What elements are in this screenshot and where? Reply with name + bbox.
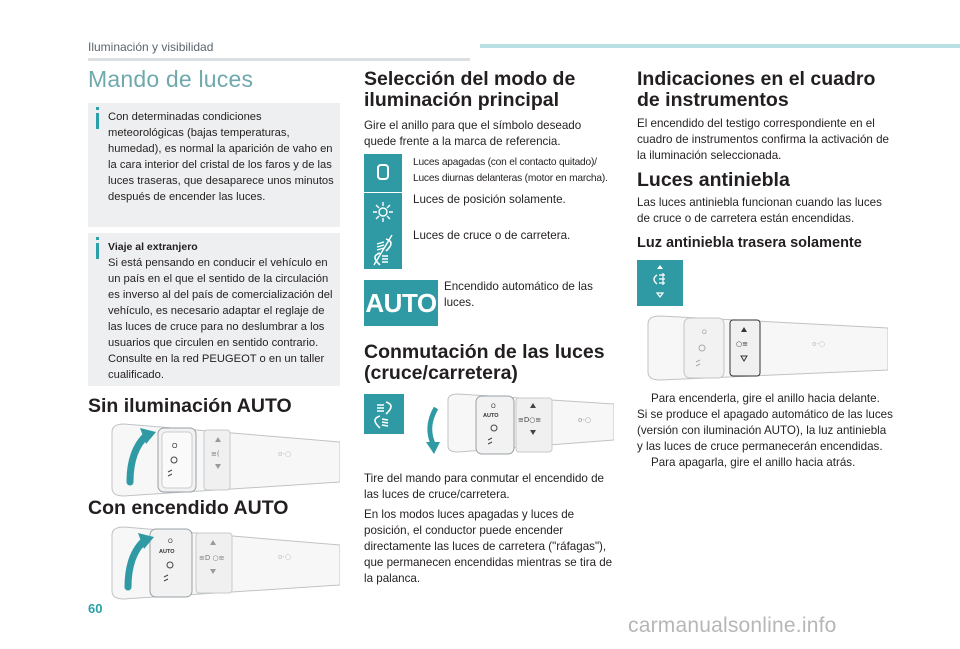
- lever-label-o: O: [168, 539, 173, 545]
- note-text: Si está pensando en conducir el vehículo en un país en el que el sentido de la circulación es inverso al del país de comercialización del vehículo, es necesario adaptar el reglaje de las luces de cruce para no deslumbrar a los usuarios que circulen en sentido contrario. Consulte en la red PEUGEOT o en un taller cualificado.: [108, 257, 333, 381]
- svg-text:≡(: ≡(: [211, 450, 220, 458]
- note-title: Viaje al extranjero: [108, 241, 198, 253]
- heading-rear-fog: Luz antiniebla trasera solamente: [637, 235, 862, 251]
- position-lights-icon: [364, 193, 402, 231]
- info-icon: [96, 113, 99, 129]
- note-text: Con determinadas condiciones meteorológicas (bajas temperaturas, humedad), es normal la aparición de vaho en la cara interior del cristal de los faros y de las luces traseras, que desaparece unos minutos después de encender las luces.: [108, 111, 334, 203]
- mode-position-text: Luces de posición solamente.: [413, 193, 566, 206]
- mode-auto-text: Encendido automático de las luces.: [444, 280, 593, 309]
- lever-illustration-beam-switch: [418, 390, 614, 460]
- switch-paragraph-1: Tire del mando para conmutar el encendido de las luces de cruce/carretera.: [364, 472, 604, 501]
- note-box-condensation: [88, 103, 340, 227]
- heading-instrument-indications: Indicaciones en el cuadro de instrumentos: [637, 68, 876, 111]
- heading-mode-selection: Selección del modo de iluminación principal: [364, 68, 576, 111]
- auto-mode-icon: AUTO: [364, 280, 438, 326]
- lever-label-o: O: [702, 330, 707, 336]
- heading-beam-switch: Conmutación de las luces (cruce/carretera): [364, 341, 605, 384]
- lever-label-auto: AUTO: [159, 549, 175, 555]
- lever-illustration-auto: [110, 523, 340, 603]
- lever-illustration-rear-fog: [644, 312, 888, 384]
- svg-text:o-○: o-○: [278, 450, 292, 458]
- fog-lights-text: Las luces antiniebla funcionan cuando las luces de cruce o de carretera están encendidas.: [637, 196, 882, 225]
- lever-illustration-no-auto: [110, 420, 340, 500]
- note-box-abroad: [88, 233, 340, 386]
- rear-fog-paragraph: Si se produce el apagado automático de las luces (versión con iluminación AUTO), la luz antiniebla y las luces de cruce permanecerán encendidas.: [637, 408, 893, 453]
- bullet-item: Para encenderla, gire el anillo hacia delante.: [651, 392, 880, 405]
- info-icon: [96, 243, 99, 259]
- lever-label-auto: AUTO: [483, 413, 499, 419]
- lights-off-icon: [364, 154, 402, 192]
- svg-text:≡D○≡: ≡D○≡: [518, 416, 542, 424]
- section-header: Iluminación y visibilidad: [88, 40, 214, 54]
- watermark: carmanualsonline.info: [628, 614, 837, 637]
- indications-text: El encendido del testigo correspondiente en el cuadro de instrumentos confirma la activación de la iluminación seleccionada.: [637, 117, 889, 162]
- mode-off-text: Luces apagadas (con el contacto quitado)/ Luces diurnas delanteras (motor en marcha).: [413, 157, 608, 184]
- bullet-item: Para apagarla, gire el anillo hacia atrás.: [651, 456, 856, 469]
- svg-text:o-○: o-○: [278, 553, 292, 561]
- lever-label-o: O: [491, 404, 496, 410]
- svg-text:o-○: o-○: [578, 416, 592, 424]
- switch-paragraph-2: En los modos luces apagadas y luces de posición, el conductor puede encender directamente las luces de carretera ("ráfagas"), que permanecen encendidas mientras se tira de la palanca.: [364, 508, 613, 585]
- page-number: 60: [88, 601, 103, 616]
- rear-fog-instructions: [637, 391, 895, 471]
- low-beam-icon: [364, 231, 402, 269]
- svg-text:≡D ○≡: ≡D ○≡: [199, 554, 225, 562]
- heading-fog-lights: Luces antiniebla: [637, 169, 790, 191]
- lever-label-o: O: [172, 443, 178, 450]
- beam-switch-icon: [364, 394, 404, 434]
- header-accent-bar: [480, 44, 960, 48]
- header-rule: [88, 58, 470, 61]
- mode-lowbeam-text: Luces de cruce o de carretera.: [413, 229, 571, 242]
- svg-text:o-○: o-○: [812, 340, 826, 348]
- page-title: Mando de luces: [88, 66, 254, 92]
- heading-auto: Con encendido AUTO: [88, 497, 289, 519]
- rear-fog-icon: [637, 260, 683, 306]
- svg-text:○≡: ○≡: [736, 340, 748, 348]
- heading-no-auto: Sin iluminación AUTO: [88, 395, 292, 417]
- mode-intro: Gire el anillo para que el símbolo deseado quede frente a la marca de referencia.: [364, 119, 582, 148]
